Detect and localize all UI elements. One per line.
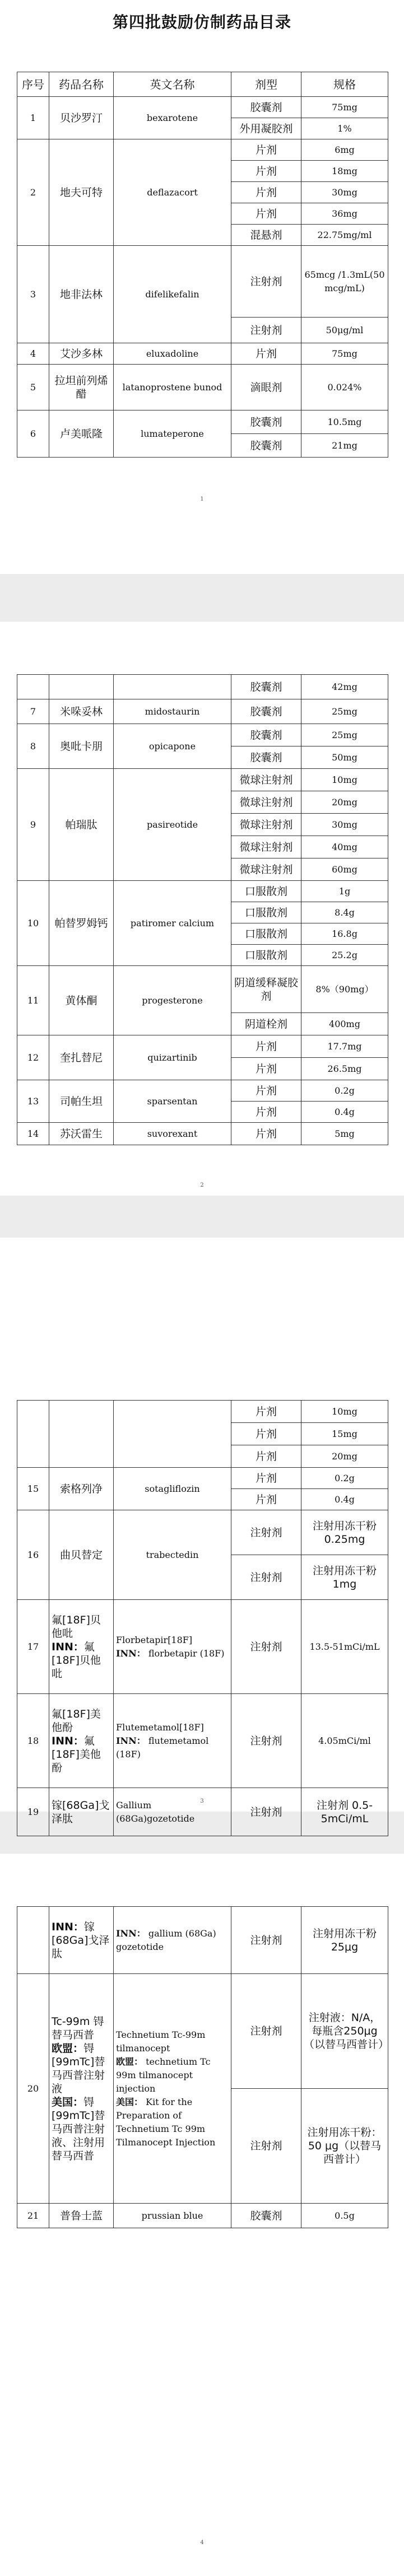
dosage-form: 胶囊剂 [231,434,301,458]
specification: 8.4g [301,902,388,923]
english-name: midostaurin [114,699,231,724]
page-title: 第四批鼓励仿制药品目录 [112,13,291,31]
dosage-form: 片剂 [231,161,301,182]
dosage-form: 片剂 [231,182,301,203]
specification: 注射液：N/A，每瓶含250μg（以替马西普计） [301,1974,388,2089]
dosage-form: 外用凝胶剂 [231,118,301,139]
drug-name [49,1600,114,1694]
drug-name [49,1974,114,2204]
table-row [17,1468,388,1489]
inn-label: INN： [116,1928,146,1939]
drug-name: 黄体酮 [49,966,114,1035]
specification: 13.5-51mCi/mL [301,1600,388,1694]
dosage-form: 胶囊剂 [231,2204,301,2228]
specification: 30mg [301,182,388,203]
drug-name: 普鲁士蓝 [49,2204,114,2228]
table-row [17,1600,388,1694]
specification: 50μg/ml [301,318,388,343]
row-number: 6 [17,410,49,458]
row-number: 7 [17,699,49,724]
row-number-cont [17,675,49,699]
drug-name-cont [49,1401,114,1468]
drug-name: 拉坦前列烯醋 [49,365,114,410]
row-number: 21 [17,2204,49,2228]
english-name: progesterone [114,966,231,1035]
drug-table-page-2 [17,674,388,1145]
dosage-form: 片剂 [231,343,301,365]
specification: 75mg [301,343,388,365]
dosage-form: 注射剂 [231,2089,301,2204]
row-number: 17 [17,1600,49,1694]
table-row [17,365,388,410]
table-row [17,881,388,902]
specification: 22.75mg/ml [301,225,388,246]
table-row [17,1510,388,1555]
english-name: bexarotene [114,97,231,139]
table-row [17,1907,388,1974]
table-row [17,699,388,724]
specification: 65mcg /1.3mL(50mcg/mL) [301,246,388,318]
drug-name [49,1694,114,1788]
specification: 5mg [301,1123,388,1145]
row-number: 3 [17,246,49,343]
specification: 17.7mg [301,1035,388,1058]
dosage-form: 混悬剂 [231,225,301,246]
dosage-form: 微球注射剂 [231,814,301,836]
drug-name-primary: 氟[18F]贝他吡 [52,1613,101,1640]
dosage-form: 口服散剂 [231,945,301,966]
specification: 注射剂 0.5-5mCi/mL [301,1788,388,1836]
drug-name-cont [49,675,114,699]
specification: 1% [301,118,388,139]
english-name: eluxadoline [114,343,231,365]
dosage-form: 片剂 [231,1102,301,1123]
specification: 25mg [301,724,388,746]
dosage-form: 注射剂 [231,246,301,318]
english-name-primary: Florbetapir[18F] [116,1634,193,1645]
table-row [17,1123,388,1145]
specification: 6mg [301,139,388,161]
row-number: 11 [17,966,49,1035]
english-name: sparsentan [114,1080,231,1123]
dosage-form: 阴道缓释凝胶剂 [231,966,301,1013]
english-name-inn: flutemetamol (18F) [116,1735,209,1760]
specification: 10mg [301,1401,388,1423]
page-4 [0,1854,404,2576]
dosage-form: 注射剂 [231,318,301,343]
specification: 0.4g [301,1102,388,1123]
specification: 30mg [301,814,388,836]
english-name: prussian blue [114,2204,231,2228]
header-dosage-form: 剂型 [231,72,301,97]
row-number: 10 [17,881,49,966]
inn-label: INN： [116,1648,146,1659]
dosage-form: 阴道栓剂 [231,1013,301,1035]
dosage-form: 胶囊剂 [231,97,301,118]
english-name-eu: technetium Tc 99m tilmanocept injection [116,2056,211,2094]
table-row [17,1788,388,1836]
english-name: suvorexant [114,1123,231,1145]
dosage-form: 微球注射剂 [231,791,301,814]
drug-name: 司帕生坦 [49,1080,114,1123]
specification: 36mg [301,203,388,225]
english-name: pasireotide [114,769,231,881]
drug-name: 镓[68Ga]戈泽肽 [49,1788,114,1836]
drug-name: 米哚妥林 [49,699,114,724]
drug-name-inn: 镓[68Ga]戈泽肽 [52,1920,110,1960]
english-name-inn-cell [114,1907,231,1974]
table-row [17,1080,388,1102]
english-name-us: Kit for the Preparation of Technetium Tc 99m Tilmanocept Injection [116,2096,216,2148]
specification: 26.5mg [301,1058,388,1080]
row-number: 19 [17,1788,49,1836]
row-number: 4 [17,343,49,365]
table-row [17,1694,388,1788]
specification: 0.4g [301,1489,388,1510]
dosage-form: 微球注射剂 [231,769,301,791]
english-name: patiromer calcium [114,881,231,966]
dosage-form: 注射剂 [231,1694,301,1788]
specification: 0.2g [301,1080,388,1102]
table-row [17,343,388,365]
page-number: 2 [200,1182,204,1188]
specification: 4.05mCi/ml [301,1694,388,1788]
specification: 21mg [301,434,388,458]
english-name: lumateperone [114,410,231,458]
dosage-form: 口服散剂 [231,902,301,923]
dosage-form: 片剂 [231,1423,301,1445]
drug-name: 卢美哌隆 [49,410,114,458]
english-name [114,1694,231,1788]
table-row [17,246,388,318]
inn-label: INN： [52,1920,84,1933]
english-name-cont [114,1401,231,1468]
specification: 0.5g [301,2204,388,2228]
table-header-row [17,72,388,97]
dosage-form: 片剂 [231,1445,301,1468]
specification: 25.2g [301,945,388,966]
inn-label: INN： [52,1640,84,1653]
table-row [17,410,388,434]
specification: 注射用冻干粉 25μg [301,1907,388,1974]
drug-name: 地非法林 [49,246,114,343]
table-row [17,1401,388,1423]
inn-label: INN： [52,1734,84,1747]
page-number: 1 [200,496,204,502]
specification: 8%（90mg） [301,966,388,1013]
english-name: sotagliflozin [114,1468,231,1510]
dosage-form: 片剂 [231,1080,301,1102]
drug-name: 帕替罗姆钙 [49,881,114,966]
header-drug-name: 药品名称 [49,72,114,97]
drug-name: 地夫可特 [49,139,114,246]
specification: 25mg [301,699,388,724]
dosage-form: 微球注射剂 [231,858,301,881]
table-row [17,769,388,791]
dosage-form: 片剂 [231,1035,301,1058]
specification: 0.024% [301,365,388,410]
english-name: deflazacort [114,139,231,246]
row-number: 16 [17,1510,49,1600]
row-number: 20 [17,1974,49,2204]
page-2 [0,622,404,1196]
row-number-cont [17,1401,49,1468]
specification: 10.5mg [301,410,388,434]
dosage-form: 片剂 [231,1123,301,1145]
drug-table-page-4 [17,1906,388,2228]
row-number: 5 [17,365,49,410]
table-row [17,1974,388,2089]
specification: 15mg [301,1423,388,1445]
table-row [17,675,388,699]
page-1 [0,0,404,574]
dosage-form: 片剂 [231,1468,301,1489]
drug-name: 帕瑞肽 [49,769,114,881]
dosage-form: 片剂 [231,1058,301,1080]
dosage-form: 胶囊剂 [231,724,301,746]
row-number: 12 [17,1035,49,1080]
specification: 注射用冻干粉：50 μg（以替马西普计） [301,2089,388,2204]
row-number: 9 [17,769,49,881]
english-name: quizartinib [114,1035,231,1080]
drug-name: 曲贝替定 [49,1510,114,1600]
dosage-form: 口服散剂 [231,923,301,945]
specification: 20mg [301,791,388,814]
english-name: Gallium (68Ga)gozetotide [114,1788,231,1836]
drug-name-inn: 氟[18F]美他酚 [52,1734,101,1774]
drug-name-inn: 氟[18F]贝他吡 [52,1640,101,1680]
drug-name: 艾沙多林 [49,343,114,365]
drug-name-eu: 锝[99mTc]替马西普注射液 [52,2042,105,2095]
us-label: 美国： [52,2096,84,2108]
drug-name: 奥吡卡朋 [49,724,114,769]
specification: 40mg [301,836,388,858]
english-name: opicapone [114,724,231,769]
english-name-primary: Flutemetamol[18F] [116,1721,204,1733]
specification: 18mg [301,161,388,182]
page-number: 4 [200,2540,204,2546]
english-name: difelikefalin [114,246,231,343]
eu-label: 欧盟： [116,2056,143,2067]
dosage-form: 注射剂 [231,1788,301,1836]
dosage-form: 胶囊剂 [231,746,301,769]
row-number: 13 [17,1080,49,1123]
row-number: 8 [17,724,49,769]
dosage-form: 口服散剂 [231,881,301,902]
inn-label: INN： [116,1735,146,1746]
drug-name: 贝沙罗汀 [49,97,114,139]
specification: 注射用冻干粉 1mg [301,1555,388,1600]
dosage-form: 注射剂 [231,1907,301,1974]
dosage-form: 片剂 [231,1401,301,1423]
dosage-form: 胶囊剂 [231,699,301,724]
drug-name-inn-cell [49,1907,114,1974]
english-name [114,1974,231,2204]
drug-name: 索格列净 [49,1468,114,1510]
dosage-form: 注射剂 [231,1974,301,2089]
specification: 400mg [301,1013,388,1035]
row-number: 18 [17,1694,49,1788]
english-name-primary: Technetium Tc-99m tilmanocept [116,2029,206,2054]
drug-name-primary: Tc-99m 锝替马西普 [52,2015,104,2041]
specification: 42mg [301,675,388,699]
english-name-cont [114,675,231,699]
drug-name-primary: 氟[18F]美他酚 [52,1707,101,1734]
table-row [17,724,388,746]
specification: 16.8g [301,923,388,945]
dosage-form: 片剂 [231,203,301,225]
us-label: 美国： [116,2096,143,2107]
english-name: latanoprostene bunod [114,365,231,410]
page-3 [0,1238,404,1825]
header-index: 序号 [17,72,49,97]
dosage-form: 微球注射剂 [231,836,301,858]
specification: 20mg [301,1445,388,1468]
english-name-inn: gallium (68Ga) gozetotide [116,1928,216,1952]
dosage-form: 片剂 [231,1489,301,1510]
eu-label: 欧盟： [52,2042,84,2055]
dosage-form: 注射剂 [231,1510,301,1555]
drug-name-us: 锝[99mTc]替马西普注射液、注射用替马西普 [52,2096,105,2162]
dosage-form: 注射剂 [231,1600,301,1694]
table-row [17,1035,388,1058]
row-number: 14 [17,1123,49,1145]
drug-table-page-1 [17,72,388,458]
drug-table-page-3 [17,1400,388,1836]
drug-name: 奎扎替尼 [49,1035,114,1080]
dosage-form: 胶囊剂 [231,675,301,699]
dosage-form: 注射剂 [231,1555,301,1600]
table-row [17,966,388,1013]
specification: 10mg [301,769,388,791]
header-english-name: 英文名称 [114,72,231,97]
english-name-inn: florbetapir (18F) [148,1648,225,1659]
english-name: trabectedin [114,1510,231,1600]
dosage-form: 滴眼剂 [231,365,301,410]
row-number-cont [17,1907,49,1974]
specification: 75mg [301,97,388,118]
specification: 注射用冻干粉 0.25mg [301,1510,388,1555]
specification: 50mg [301,746,388,769]
row-number: 15 [17,1468,49,1510]
dosage-form: 胶囊剂 [231,410,301,434]
english-name [114,1600,231,1694]
table-row [17,2204,388,2228]
header-specification: 规格 [301,72,388,97]
row-number: 1 [17,97,49,139]
table-row [17,97,388,118]
table-row [17,139,388,161]
row-number: 2 [17,139,49,246]
page-number: 3 [200,1798,204,1804]
drug-name: 苏沃雷生 [49,1123,114,1145]
specification: 60mg [301,858,388,881]
specification: 0.2g [301,1468,388,1489]
specification: 1g [301,881,388,902]
dosage-form: 片剂 [231,139,301,161]
